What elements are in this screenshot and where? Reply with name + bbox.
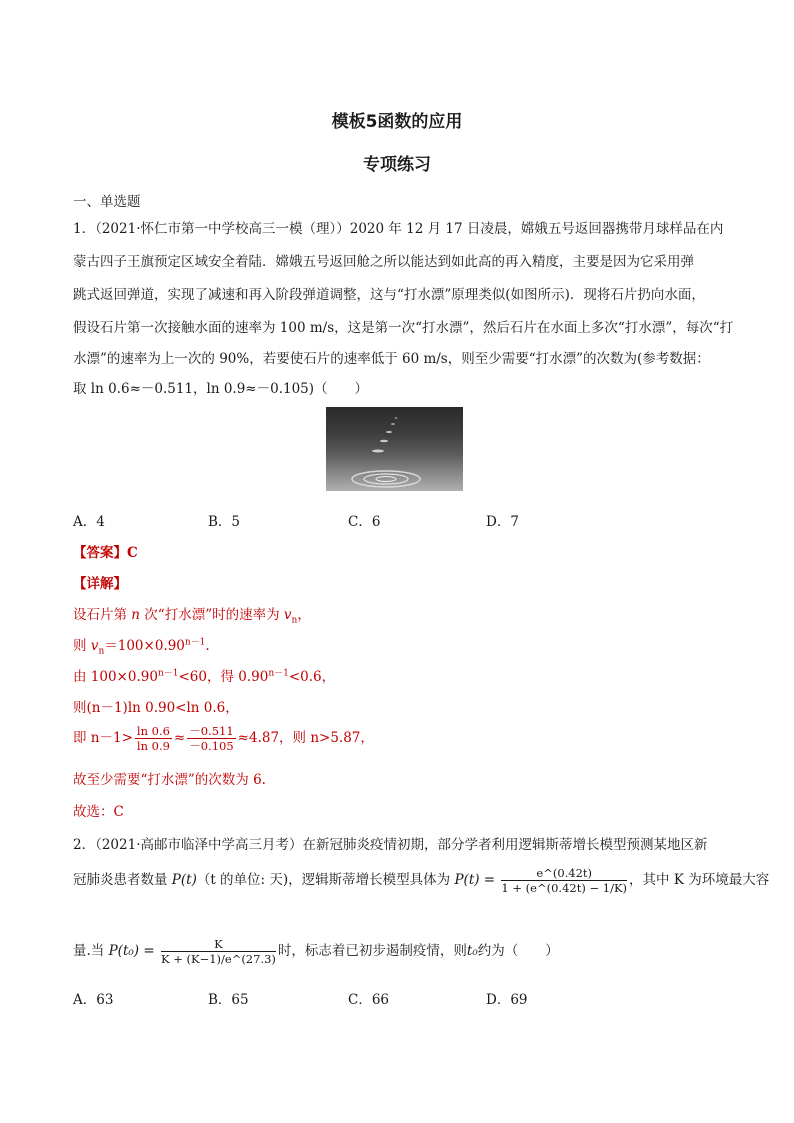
q2-line-2-text-b: （t 的单位: 天)，逻辑斯蒂增长模型具体为 (196, 872, 451, 888)
q2-formula-2-lhs: P(t₀) = (108, 943, 155, 959)
q2-formula-2-denominator: K + (K−1)/e^(27.3) (160, 952, 276, 966)
page-title: 模板5函数的应用 (331, 112, 463, 132)
sol3-sup-2: n－1 (268, 668, 289, 679)
section-heading: 一、单选题 (73, 194, 141, 210)
q2-option-c: C．66 (348, 992, 390, 1008)
sol1-var-v: v (283, 607, 292, 623)
q1-solution-line-2 (73, 634, 210, 657)
q1-solution-line-1 (73, 603, 311, 626)
water-ripple-graphic (326, 407, 463, 491)
q2-formula-1-fraction (501, 866, 627, 895)
sol5-text-a: 即 n－1> (73, 730, 133, 746)
q1-option-d: D．7 (486, 514, 519, 530)
q2-formula-1-numerator: e^(0.42t) (501, 866, 627, 881)
q2-formula-2-fraction (161, 937, 276, 966)
q1-solution-line-3 (73, 665, 335, 685)
sol5-fraction-1-denominator: ln 0.9 (136, 739, 170, 753)
sol1-text-c: ， (297, 607, 311, 623)
sol2-var-v: v (90, 638, 99, 654)
q1-solution-line-4: 则(n－1)ln 0.90<ln 0.6， (73, 700, 239, 716)
sol1-sub-n: n (291, 615, 298, 626)
q1-line-6: 取 ln 0.6≈－0.511，ln 0.9≈－0.105)（ ） (73, 381, 369, 397)
sol3-text-b: <60，得 0.90 (178, 669, 269, 685)
sol1-var-n: n (131, 607, 140, 623)
q2-line-3 (73, 937, 559, 966)
sol5-fraction-2-denominator: －0.105 (189, 739, 234, 753)
q2-option-b: B．65 (208, 992, 249, 1008)
q2-line-3-text-c: 约为（ ） (477, 943, 559, 959)
sol5-fraction-2 (187, 724, 235, 753)
q1-line-1: 1．（2021·怀仁市第一中学校高三一模（理））2020 年 12 月 17 日凌晨，嫦娥五号返回器携带月球样品在内 (73, 221, 724, 237)
q1-option-c: C．6 (348, 514, 381, 530)
q1-answer: 【答案】C (73, 545, 138, 561)
sol2-sup: n－1 (184, 637, 206, 648)
q1-solution-line-5 (73, 724, 374, 753)
q2-formula-1-lhs: P(t) = (454, 872, 496, 888)
q2-pt-symbol: P(t) (171, 872, 197, 888)
sol3-text-c: <0.6， (288, 669, 336, 685)
q2-line-3-text-b: 时，标志着已初步遏制疫情，则 (277, 943, 467, 959)
sol1-text-b: 次“打水漂”时的速率为 (140, 607, 284, 623)
page-subtitle: 专项练习 (363, 155, 431, 175)
sol1-text-a: 设石片第 (73, 607, 132, 623)
stone-skipping-photo (326, 407, 463, 491)
q2-formula-1-denominator: 1 + (e^(0.42t) − 1/K) (501, 881, 628, 895)
q2-line-2-text-a: 冠肺炎患者数量 (73, 872, 168, 888)
q1-line-3: 跳式返回弹道，实现了减速和再入阶段弹道调整，这与“打水漂”原理类似(如图所示)．现将石片扔向水面， (73, 287, 705, 303)
q2-option-d: D．69 (486, 992, 528, 1008)
sol3-sup-1: n－1 (157, 668, 179, 679)
sol2-text-c: . (205, 638, 210, 654)
q2-line-2 (73, 866, 769, 895)
sol5-fraction-1 (135, 724, 172, 753)
q1-solution-line-7: 故选：C (73, 804, 124, 820)
sol2-sub-n: n (98, 646, 105, 657)
q1-detail-heading: 【详解】 (73, 576, 127, 592)
q2-t0-symbol: t₀ (466, 943, 478, 959)
sol2-text-a: 则 (73, 638, 91, 654)
q1-line-2: 蒙古四子王旗预定区域安全着陆．嫦娥五号返回舱之所以能达到如此高的再入精度，主要是因为它采用弹 (73, 254, 694, 270)
sol5-text-b: ≈ (173, 730, 186, 746)
sol5-text-c: ≈4.87，则 n>5.87， (237, 730, 374, 746)
sol2-text-b: ＝100×0.90 (104, 638, 185, 654)
q1-line-5: 水漂”的速率为上一次的 90%，若要使石片的速率低于 60 m/s，则至少需要“打水漂”的次数为(参考数据： (73, 351, 710, 367)
q1-line-4: 假设石片第一次接触水面的速率为 100 m/s，这是第一次“打水漂”，然后石片在水面上多次“打水漂”，每次“打 (73, 320, 734, 336)
sol5-fraction-2-numerator: －0.511 (189, 724, 234, 738)
q2-option-a: A．63 (73, 992, 114, 1008)
q2-line-2-text-c: ，其中 K 为环境最大容 (629, 872, 770, 888)
q1-option-b: B．5 (208, 514, 241, 530)
q2-formula-2-numerator: K (161, 937, 276, 952)
q1-solution-line-6: 故至少需要“打水漂”的次数为 6. (73, 772, 266, 788)
q2-line-3-text-a: 量.当 (73, 943, 105, 959)
sol5-fraction-1-numerator: ln 0.6 (136, 724, 170, 738)
sol3-text-a: 由 100×0.90 (73, 669, 158, 685)
q2-line-1: 2．（2021·高邮市临泽中学高三月考）在新冠肺炎疫情初期，部分学者利用逻辑斯蒂增长模型预测某地区新 (73, 837, 708, 853)
q1-option-a: A．4 (73, 514, 105, 530)
